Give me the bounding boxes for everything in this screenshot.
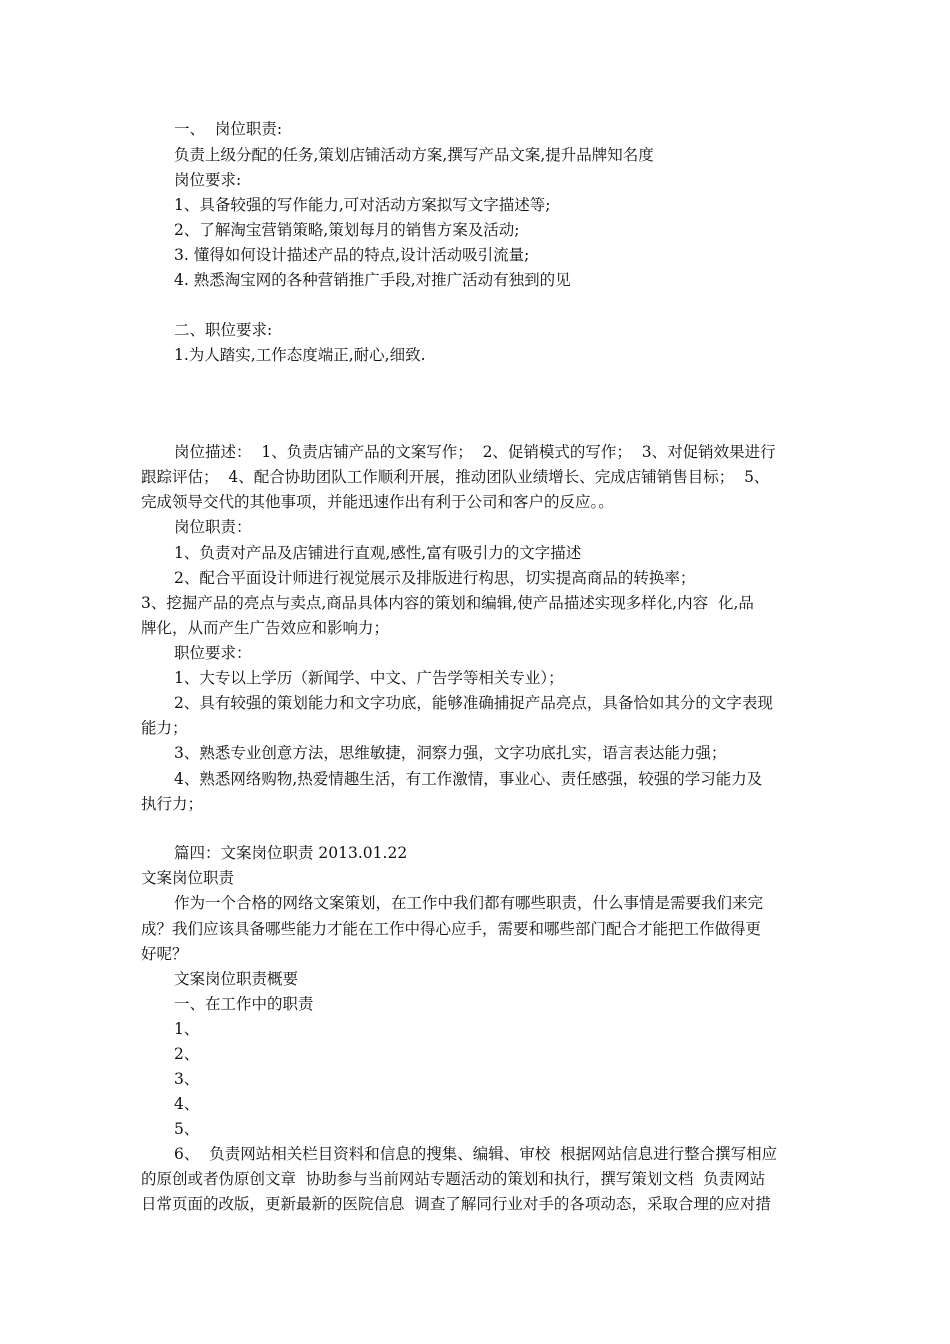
part-4-summary: 文案岗位职责概要: [174, 970, 299, 988]
part-4-heading: 篇四：文案岗位职责 2013.01.22: [174, 844, 408, 862]
list-item-5: 5、: [174, 1120, 200, 1138]
part-4-intro-line-2: 成？我们应该具备哪些能力才能在工作中得心应手，需要和哪些部门配合才能把工作做得更: [141, 920, 762, 938]
duty-1: 1、负责对产品及店铺进行直观,感性,富有吸引力的文字描述: [174, 544, 582, 562]
job-description-line-1: 岗位描述： 1、负责店铺产品的文案写作； 2、促销模式的写作； 3、对促销效果进行: [174, 443, 776, 461]
requirement-2-line-1: 2、具有较强的策划能力和文字功底，能够准确捕捉产品亮点，具备恰如其分的文字表现: [174, 694, 773, 712]
section-1-requirement-2: 2、了解淘宝营销策略,策划每月的销售方案及活动;: [174, 221, 520, 239]
section-1-duty: 负责上级分配的任务,策划店铺活动方案,撰写产品文案,提升品牌知名度: [174, 146, 654, 164]
list-item-1: 1、: [174, 1020, 200, 1038]
requirements-heading: 职位要求：: [174, 644, 252, 662]
job-description-line-2: 跟踪评估； 4、配合协助团队工作顺利开展，推动团队业绩增长、完成店铺销售目标； 5、: [141, 468, 770, 486]
requirement-3: 3、熟悉专业创意方法，思维敏捷，洞察力强，文字功底扎实，语言表达能力强；: [174, 744, 727, 762]
job-description-line-3: 完成领导交代的其他事项，并能迅速作出有利于公司和客户的反应。。: [141, 493, 614, 511]
list-item-6-line-1: 6、 负责网站相关栏目资料和信息的搜集、编辑、审校 根据网站信息进行整合撰写相应: [174, 1145, 778, 1163]
list-item-2: 2、: [174, 1045, 200, 1063]
list-item-6-line-3: 日常页面的改版，更新最新的医院信息 调查了解同行业对手的各项动态，采取合理的应对措: [141, 1195, 771, 1213]
section-1-requirement-4: 4. 熟悉淘宝网的各种营销推广手段,对推广活动有独到的见: [174, 271, 571, 289]
part-4-subheading: 一、在工作中的职责: [174, 995, 314, 1013]
duties-heading: 岗位职责：: [174, 518, 252, 536]
section-1-requirement-3: 3. 懂得如何设计描述产品的特点,设计活动吸引流量;: [174, 246, 530, 264]
section-1-heading: 一、 岗位职责:: [174, 120, 283, 138]
part-4-intro-line-1: 作为一个合格的网络文案策划，在工作中我们都有哪些职责，什么事情是需要我们来完: [174, 894, 764, 912]
requirement-2-line-2: 能力；: [141, 719, 188, 737]
duty-2: 2、配合平面设计师进行视觉展示及排版进行构思，切实提高商品的转换率；: [174, 569, 696, 587]
list-item-3: 3、: [174, 1070, 200, 1088]
section-2-item-1: 1.为人踏实,工作态度端正,耐心,细致.: [174, 346, 426, 364]
section-2-heading: 二、职位要求:: [174, 321, 273, 339]
requirement-4-line-2: 执行力；: [141, 795, 204, 813]
duty-3-line-2: 牌化，从而产生广告效应和影响力；: [141, 619, 390, 637]
duty-3-line-1: 3、挖掘产品的亮点与卖点,商品具体内容的策划和编辑,使产品描述实现多样化,内容 化,品: [141, 594, 754, 612]
list-item-6-line-2: 的原创或者伪原创文章 协助参与当前网站专题活动的策划和执行，撰写策划文档 负责网站: [141, 1170, 766, 1188]
section-1-requirement-1: 1、具备较强的写作能力,可对活动方案拟写文字描述等;: [174, 196, 551, 214]
part-4-title: 文案岗位职责: [141, 869, 235, 887]
section-1-requirements-heading: 岗位要求:: [174, 171, 242, 189]
part-4-intro-line-3: 好呢？: [141, 945, 188, 963]
requirement-4-line-1: 4、熟悉网络购物,热爱情趣生活，有工作激情，事业心、责任感强，较强的学习能力及: [174, 770, 763, 788]
requirement-1: 1、大专以上学历（新闻学、中文、广告学等相关专业）；: [174, 669, 564, 687]
list-item-4: 4、: [174, 1095, 200, 1113]
